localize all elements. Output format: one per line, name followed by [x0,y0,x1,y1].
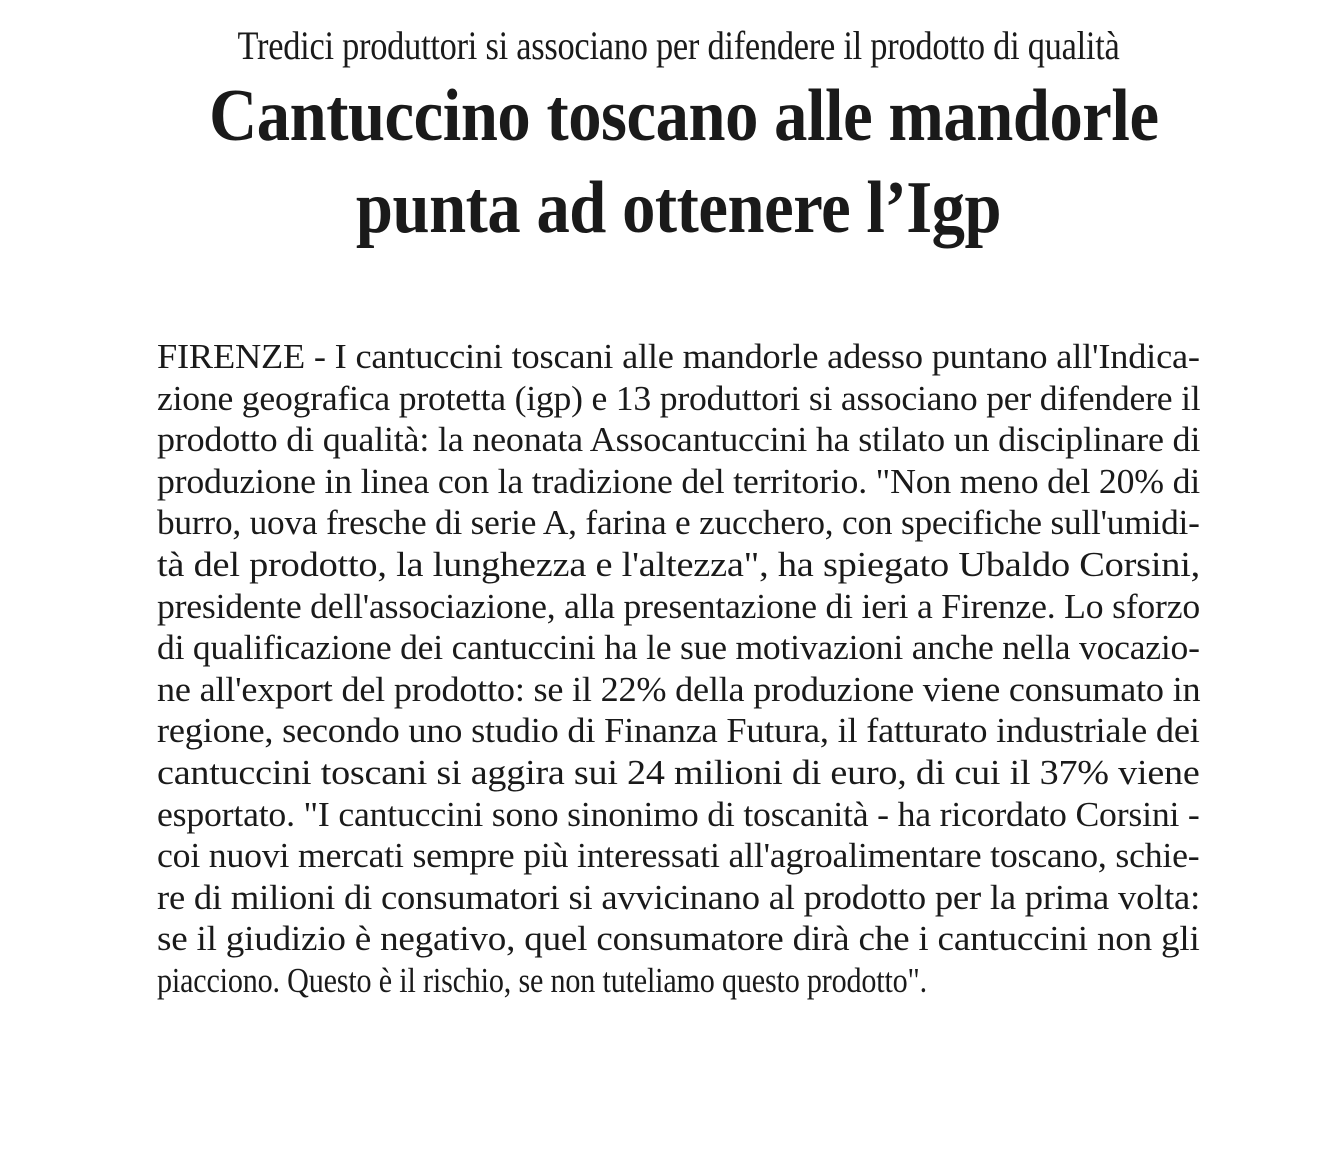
body-line: ne all'export del prodotto: se il 22% della produzione viene consumato in [157,669,1201,709]
body-line: coi nuovi mercati sempre più interessati all'agroalimentare toscano, schie- [157,836,1200,876]
body-line: presidente dell'associazione, alla presentazione di ieri a Firenze. Lo sforzo [157,586,1200,626]
body-line: produzione in linea con la tradizione del territorio. "Non meno del 20% di [157,461,1200,501]
article-body [157,336,1200,1002]
body-line: burro, uova fresche di serie A, farina e zucchero, con specifiche sull'umidi- [157,503,1200,543]
body-line: re di milioni di consumatori si avvicinano al prodotto per la prima volta: [157,877,1201,917]
body-line: prodotto di qualità: la neonata Assocantuccini ha stilato un disciplinare di [157,420,1201,460]
body-line: FIRENZE - I cantuccini toscani alle mandorle adesso puntano all'Indica- [157,337,1200,376]
body-line: regione, secondo uno studio di Finanza Futura, il fatturato industriale dei [157,711,1200,751]
body-line: tà del prodotto, la lunghezza e l'altezza", ha spiegato Ubaldo Corsini, [157,544,1201,584]
headline-line: punta ad ottenere l’Igp [355,167,1002,249]
article [157,22,1200,1002]
article-kicker: Tredici produttori si associano per difendere il prodotto di qualità [237,23,1120,68]
body-line: di qualificazione dei cantuccini ha le sue motivazioni anche nella vocazio- [157,628,1200,668]
body-line: piacciono. Questo è il rischio, se non tuteliamo questo prodotto". [157,960,928,1000]
body-line: cantuccini toscani si aggira sui 24 milioni di euro, di cui il 37% viene [157,752,1200,792]
article-headline [157,70,1200,254]
body-line: esportato. "I cantuccini sono sinonimo di toscanità - ha ricordato Corsini - [157,794,1200,834]
body-line: se il giudizio è negativo, quel consumatore dirà che i cantuccini non gli [157,919,1200,959]
body-line: zione geografica protetta (igp) e 13 produttori si associano per difendere il [157,378,1201,418]
headline-line: Cantuccino toscano alle mandorle [209,75,1159,157]
